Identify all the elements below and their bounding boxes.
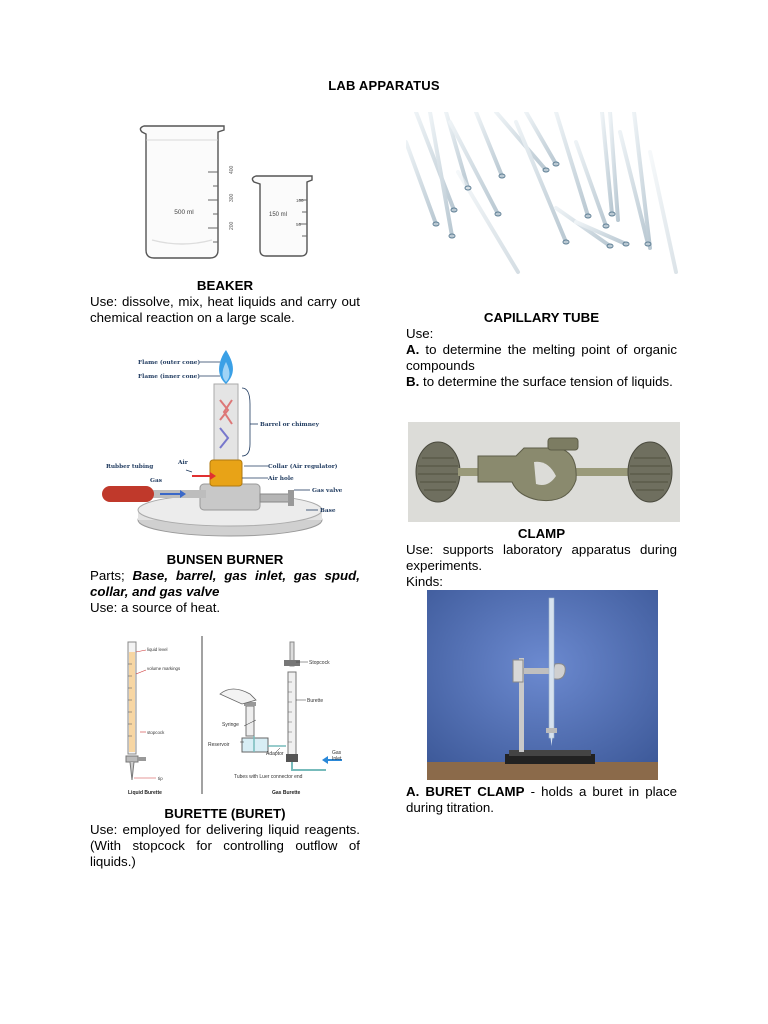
clamp-use-text: Use: supports laboratory apparatus during experiments. xyxy=(406,542,677,573)
beaker-mark-400: 400 xyxy=(229,165,235,174)
label-barrel: Barrel or chimney xyxy=(260,422,319,428)
label-gas-valve: Gas valve xyxy=(312,488,343,494)
bunsen-burner-image xyxy=(92,344,360,544)
clamp-kinds-label: Kinds: xyxy=(406,574,443,589)
bunsen-parts-list: Base, barrel, gas inlet, gas spud, collar, and gas valve xyxy=(90,568,360,599)
capillary-use-label: Use: xyxy=(406,326,434,341)
buret-clamp-marker: A. BURET CLAMP xyxy=(406,784,525,799)
beaker-image xyxy=(132,120,328,264)
beaker-mark-50: 50 xyxy=(296,222,302,227)
label-burette: Burette xyxy=(307,698,324,704)
label-collar: Collar (Air regulator) xyxy=(268,464,338,470)
label-air-hole: Air hole xyxy=(268,476,294,482)
page-title: LAB APPARATUS xyxy=(328,78,440,93)
capillary-item-b xyxy=(406,374,677,390)
label-gas-inlet-1: Gas xyxy=(332,750,342,756)
buret-clamp-text: - holds a buret in place during titration. xyxy=(406,784,677,815)
label-adaptor: Adaptor xyxy=(266,751,284,757)
beaker-mark-300: 300 xyxy=(229,193,235,202)
label-gas-burette: Gas Burette xyxy=(272,790,301,796)
label-flame-inner: Flame (inner cone) xyxy=(138,374,201,380)
beaker-mark-200: 200 xyxy=(229,221,235,230)
label-rubber-tubing: Rubber tubing xyxy=(106,464,154,470)
beaker-use-text: Use: dissolve, mix, heat liquids and carry out chemical reaction on a large scale. xyxy=(90,294,360,325)
label-liquid-level: liquid level xyxy=(147,647,168,652)
beaker-heading: BEAKER xyxy=(196,278,254,293)
label-liquid-burette: Liquid Burette xyxy=(128,790,162,796)
bunsen-parts xyxy=(90,568,360,600)
label-gas: Gas xyxy=(150,478,162,484)
label-flame-outer: Flame (outer cone) xyxy=(138,360,201,366)
label-reservoir: Reservoir xyxy=(208,742,230,748)
burette-use-text: Use: employed for delivering liquid reagents. (With stopcock for controlling outflow of liquids.) xyxy=(90,822,360,869)
burette-heading: BURETTE (BURET) xyxy=(164,806,286,821)
beaker-mark-100: 100 xyxy=(296,198,304,203)
label-stopcock-left: stopcock xyxy=(147,730,165,735)
label-stopcock-right: Stopcock xyxy=(309,660,330,666)
capillary-heading: CAPILLARY TUBE xyxy=(483,310,600,325)
capillary-item-b-marker: B. xyxy=(406,374,420,389)
bunsen-heading: BUNSEN BURNER xyxy=(166,552,284,567)
label-base: Base xyxy=(320,508,336,514)
capillary-tube-image xyxy=(406,112,680,302)
capillary-item-a-text: to determine the melting point of organic compounds xyxy=(406,342,677,373)
burette-image xyxy=(116,634,360,802)
beaker-small-label: 150 ml xyxy=(268,212,288,218)
bunsen-parts-label: Parts; xyxy=(90,568,133,583)
clamp-heading: CLAMP xyxy=(517,526,566,541)
buret-clamp-image xyxy=(427,590,658,780)
capillary-item-a-marker: A. xyxy=(406,342,420,357)
label-syringe: Syringe xyxy=(222,722,239,728)
bunsen-use-text: Use: a source of heat. xyxy=(90,600,221,615)
clamp-image xyxy=(408,422,680,522)
buret-clamp-description xyxy=(406,784,677,816)
beaker-large-label: 500 ml xyxy=(174,209,194,216)
label-tubes: Tubes with Luer connector end xyxy=(234,774,303,780)
label-air: Air xyxy=(178,460,188,466)
label-volume-markings: volume markings xyxy=(147,666,181,671)
capillary-item-a xyxy=(406,342,677,374)
capillary-item-b-text: to determine the surface tension of liquids. xyxy=(419,374,673,389)
label-gas-inlet-2: Inlet xyxy=(332,756,342,762)
label-tip: tip xyxy=(158,776,163,781)
